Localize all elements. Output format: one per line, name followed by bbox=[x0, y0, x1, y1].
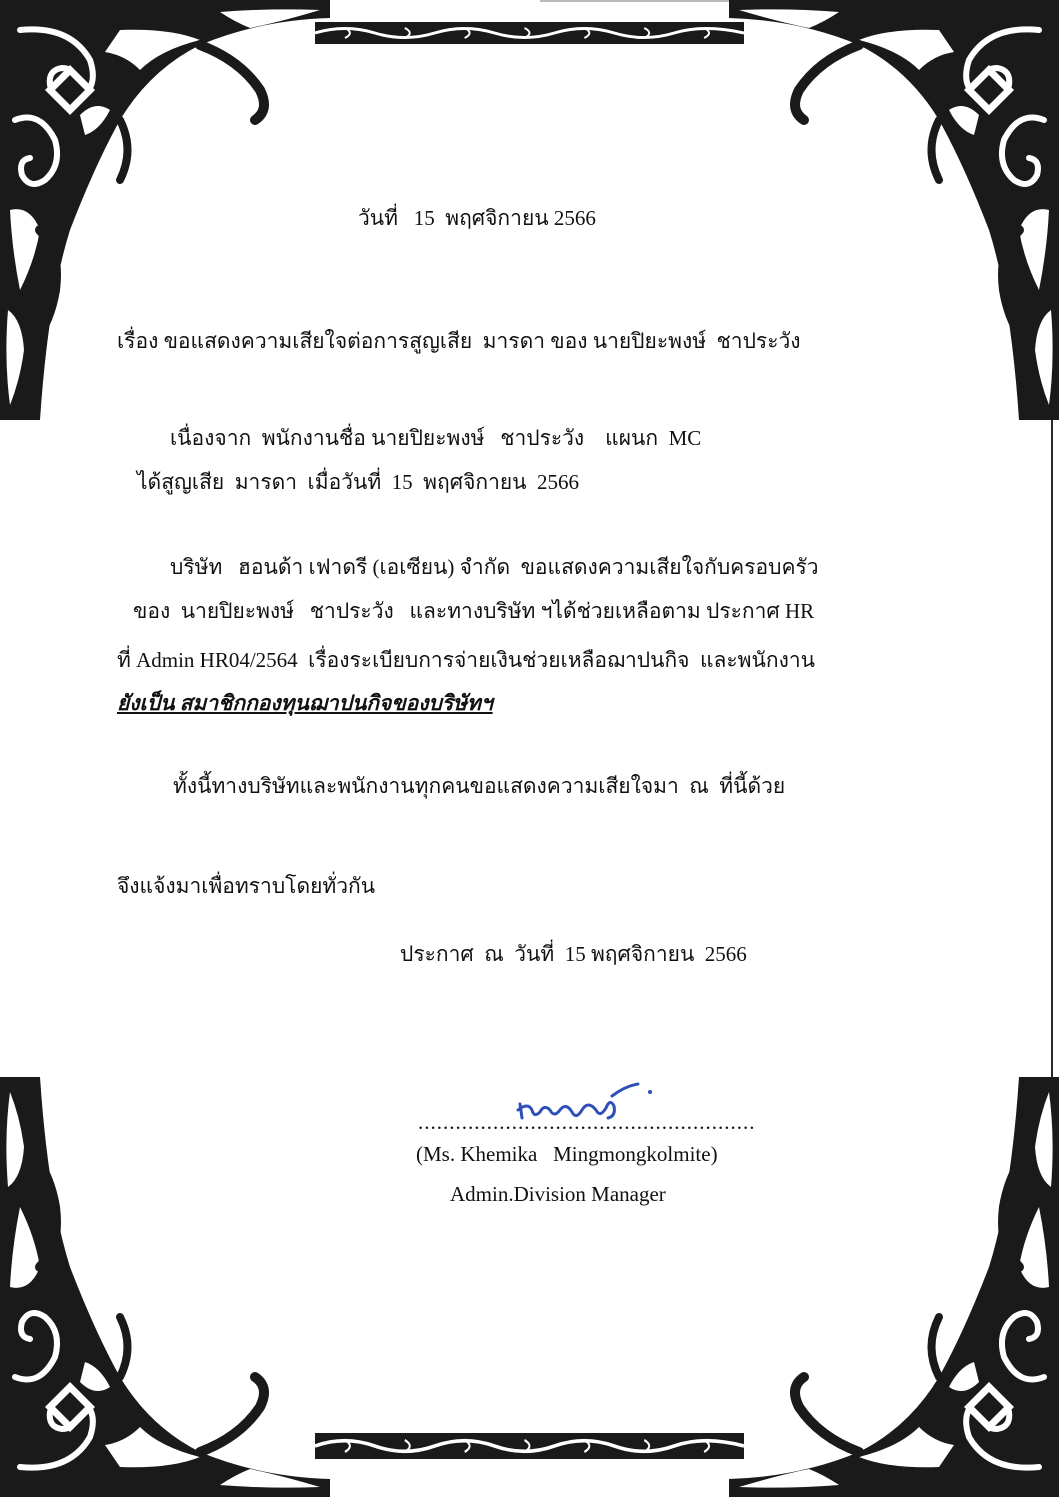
ornament-band-top bbox=[315, 22, 744, 44]
paragraph-2-emphasis-line: ยังเป็น สมาชิกกองทุนฌาปนกิจของบริษัทฯ bbox=[117, 691, 493, 715]
paragraph-2-line-2: ของ นายปิยะพงษ์ ชาประวัง และทางบริษัท ฯได้ช่วยเหลือตาม ประกาศ HR bbox=[133, 599, 815, 623]
ornament-band-bottom bbox=[315, 1433, 744, 1459]
ornament-corner-top-left bbox=[0, 0, 330, 420]
document-date: วันที่ 15 พฤศจิกายน 2566 bbox=[358, 206, 596, 230]
ornament-corner-bottom-right bbox=[729, 1077, 1059, 1497]
announcement-date: ประกาศ ณ วันที่ 15 พฤศจิกายน 2566 bbox=[400, 942, 747, 966]
paragraph-1-line-1: เนื่องจาก พนักงานชื่อ นายปิยะพงษ์ ชาประวัง แผนก MC bbox=[170, 426, 702, 450]
signatory-title: Admin.Division Manager bbox=[450, 1182, 666, 1206]
document-subject: เรื่อง ขอแสดงความเสียใจต่อการสูญเสีย มารดา ของ นายปิยะพงษ์ ชาประวัง bbox=[117, 329, 801, 353]
closing-statement: จึงแจ้งมาเพื่อทราบโดยทั่วกัน bbox=[117, 874, 376, 898]
paragraph-2-line-1: บริษัท ฮอนด้า เฟาดรี (เอเซียน) จำกัด ขอแสดงความเสียใจกับครอบครัว bbox=[170, 555, 819, 579]
paragraph-1-line-2: ได้สูญเสีย มารดา เมื่อวันที่ 15 พฤศจิกายน 2566 bbox=[137, 470, 580, 494]
ornament-corner-bottom-left bbox=[0, 1077, 330, 1497]
paragraph-2-line-3: ที่ Admin HR04/2564 เรื่องระเบียบการจ่ายเงินช่วยเหลือฌาปนกิจ และพนักงาน bbox=[117, 648, 815, 672]
signature-line: ...................................................... bbox=[418, 1110, 756, 1134]
ornament-corner-top-right bbox=[729, 0, 1059, 420]
paragraph-3: ทั้งนี้ทางบริษัทและพนักงานทุกคนขอแสดงความเสียใจมา ณ ที่นี้ด้วย bbox=[173, 774, 786, 798]
signatory-name: (Ms. Khemika Mingmongkolmite) bbox=[416, 1142, 718, 1166]
